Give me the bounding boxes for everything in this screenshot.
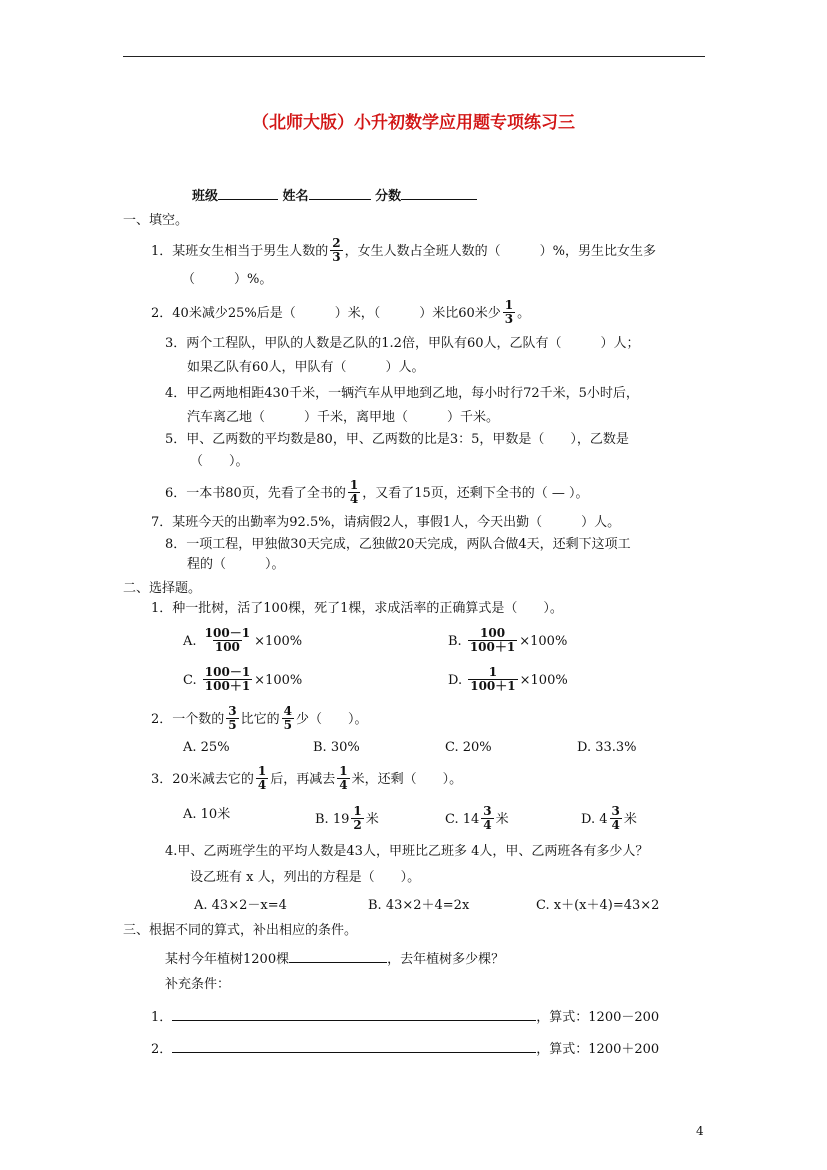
section1-heading: 一、填空。 bbox=[123, 213, 189, 228]
s1-q5-line1: 5．甲、乙两数的平均数是80，甲、乙两数的比是3：5，甲数是（ ），乙数是 bbox=[165, 432, 629, 447]
s1-q4-line2: 汽车离乙地（ ）千米，离甲地（ ）千米。 bbox=[187, 410, 500, 425]
score-blank[interactable] bbox=[401, 185, 477, 200]
fraction: $\frac{3}{5}$ bbox=[228, 704, 237, 732]
page-number: 4 bbox=[696, 1124, 704, 1138]
s2-q3-option-d: D. 4 $\frac{3}{4}$ 米 bbox=[581, 804, 637, 832]
s1-q8-line1: 8．一项工程，甲独做30天完成，乙独做20天完成，两队合做4天，还剩下这项工 bbox=[165, 537, 631, 552]
s2-q3-option-b: B. 19 $\frac{1}{2}$ 米 bbox=[315, 804, 379, 832]
name-blank[interactable] bbox=[309, 185, 371, 200]
fraction: $\frac{100-1}{100}$ bbox=[204, 626, 251, 654]
fraction: $\frac{1}{4}$ bbox=[257, 764, 267, 792]
s1-q4-line1: 4．甲乙两地相距430千米，一辆汽车从甲地到乙地，每小时行72千米，5小时后， bbox=[165, 386, 639, 401]
answer-line-1[interactable] bbox=[172, 1006, 536, 1021]
s1-q7: 7．某班今天的出勤率为92.5%，请病假2人，事假1人，今天出勤（ ）人。 bbox=[151, 515, 621, 530]
s2-q2-option-d: D. 33.3% bbox=[577, 740, 637, 755]
fraction: $\frac{1}{4}$ bbox=[349, 478, 359, 506]
fraction: $\frac{3}{4}$ bbox=[483, 804, 492, 832]
section3-heading: 三、根据不同的算式，补出相应的条件。 bbox=[123, 923, 358, 938]
fraction: $\frac{1}{3}$ bbox=[504, 298, 514, 326]
class-label: 班级 bbox=[192, 189, 219, 204]
fraction: $\frac{3}{4}$ bbox=[611, 804, 620, 832]
s3-item-2: 2． ，算式：1200＋200 bbox=[151, 1038, 659, 1059]
s2-q2-stem: 2．一个数的 $\frac{3}{5}$ 比它的 $\frac{4}{5}$ 少（ ）。 bbox=[151, 704, 368, 732]
header-fields bbox=[192, 185, 477, 206]
s2-q4-option-a: A. 43×2－x=4 bbox=[194, 898, 287, 913]
s1-q1-line2: （ ）%。 bbox=[182, 272, 273, 287]
s2-q2-option-a: A. 25% bbox=[183, 740, 230, 755]
name-label: 姓名 bbox=[282, 189, 309, 204]
section2-heading: 二、选择题。 bbox=[123, 581, 202, 596]
s1-q3-line2: 如果乙队有60人，甲队有（ ）人。 bbox=[187, 360, 425, 375]
s2-q1-option-b: B. $\frac{100}{100+1}$ ×100% bbox=[448, 626, 568, 654]
fraction: $\frac{2}{3}$ bbox=[332, 236, 341, 264]
top-rule bbox=[123, 56, 705, 57]
s2-q2-option-b: B. 30% bbox=[313, 740, 360, 755]
s2-q3-stem: 3．20米减去它的 $\frac{1}{4}$ 后，再减去 $\frac{1}{4}$ 米，还剩（ ）。 bbox=[151, 764, 463, 792]
s1-q3-line1: 3．两个工程队，甲队的人数是乙队的1.2倍，甲队有60人，乙队有（ ）人； bbox=[165, 336, 640, 351]
answer-line-2[interactable] bbox=[172, 1038, 536, 1053]
document-title: （北师大版）小升初数学应用题专项练习三 bbox=[252, 113, 575, 133]
s2-q2-option-c: C. 20% bbox=[445, 740, 492, 755]
s2-q1-option-c: C. $\frac{100-1}{100+1}$ ×100% bbox=[183, 665, 303, 693]
s2-q4-line2: 设乙班有 x 人，列出的方程是（ ）。 bbox=[190, 870, 421, 885]
s2-q3-option-c: C. 14 $\frac{3}{4}$ 米 bbox=[445, 804, 509, 832]
s2-q4-option-b: B. 43×2＋4=2x bbox=[368, 898, 470, 913]
s2-q1-option-d: D. $\frac{1}{100+1}$ ×100% bbox=[448, 665, 568, 693]
s3-supplement-label: 补充条件： bbox=[165, 977, 231, 992]
fraction: $\frac{1}{4}$ bbox=[339, 764, 348, 792]
condition-blank[interactable] bbox=[289, 948, 387, 963]
s1-q6: 6．一本书80页，先看了全书的 $\frac{1}{4}$ ，又看了15页，还剩下全书的（ — ）。 bbox=[165, 478, 589, 506]
s1-q2: 2．40米减少25%后是（ ）米，（ ）米比60米少 $\frac{1}{3}$ 。 bbox=[151, 298, 531, 326]
s1-q5-line2: （ ）。 bbox=[190, 454, 249, 469]
score-label: 分数 bbox=[375, 189, 402, 204]
s3-item-1: 1． ，算式：1200－200 bbox=[151, 1006, 659, 1027]
s2-q1-option-a: A. $\frac{100-1}{100}$ ×100% bbox=[183, 626, 303, 654]
s2-q4-option-c: C. x＋(x＋4)=43×2 bbox=[536, 898, 660, 913]
s2-q3-option-a: A. 10米 bbox=[183, 807, 231, 822]
s2-q4-line1: 4.甲、乙两班学生的平均人数是43人，甲班比乙班多 4人，甲、乙两班各有多少人？ bbox=[165, 844, 649, 859]
s1-q1-line1: 1．某班女生相当于男生人数的 $\frac{2}{3}$ ，女生人数占全班人数的（ ）%，男生比女生多 bbox=[151, 236, 656, 264]
class-blank[interactable] bbox=[218, 185, 278, 200]
s1-q8-line2: 程的（ ）。 bbox=[187, 557, 285, 572]
fraction: $\frac{100-1}{100+1}$ bbox=[204, 665, 251, 693]
fraction: $\frac{1}{2}$ bbox=[353, 804, 362, 832]
fraction: $\frac{1}{100+1}$ bbox=[470, 665, 516, 693]
fraction: $\frac{4}{5}$ bbox=[283, 704, 293, 732]
fraction: $\frac{100}{100+1}$ bbox=[469, 626, 516, 654]
s2-q1-stem: 1．种一批树，活了100棵，死了1棵，求成活率的正确算式是（ ）。 bbox=[151, 601, 563, 616]
s3-stem: 某村今年植树1200棵 ，去年植树多少棵？ bbox=[165, 948, 504, 969]
